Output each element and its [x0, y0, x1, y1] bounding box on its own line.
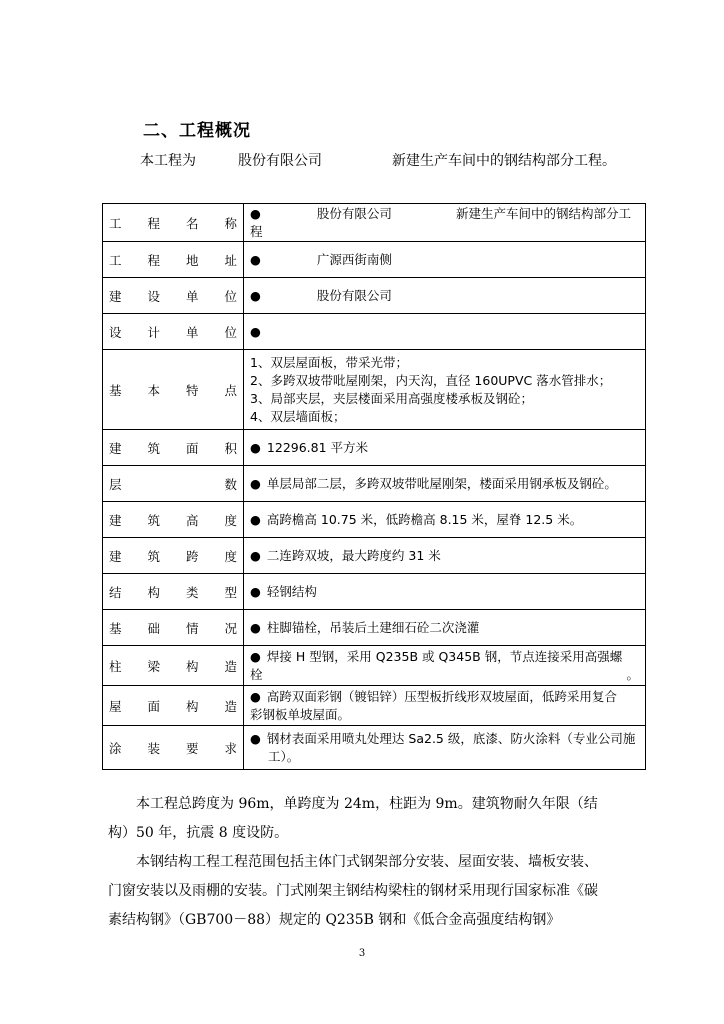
bullet-icon: ● [250, 583, 261, 599]
bullet-icon: ● [250, 475, 261, 491]
row-value [244, 350, 646, 430]
row-label: 工 程 名 称 [103, 204, 244, 242]
table-row [103, 646, 646, 686]
table-row [103, 610, 646, 646]
row-label: 基 本 特 点 [103, 350, 244, 430]
row-label: 建 筑 面 积 [103, 430, 244, 466]
row-label: 建 筑 跨 度 [103, 538, 244, 574]
row-value [244, 314, 646, 350]
table-row [103, 574, 646, 610]
list-item: 3、局部夹层，夹层楼面采用高强度楼承板及钢砼； [250, 390, 533, 406]
bullet-icon: ● [250, 439, 261, 455]
list-item: 2、多跨双坡带吡屋刚架，内天沟，直径 160UPVC 落水管排水； [250, 372, 612, 388]
project-overview-table [102, 203, 646, 770]
row-value: ● 轻钢结构 [244, 574, 646, 610]
table-row [103, 686, 646, 726]
list-item: 4、双层墙面板； [250, 408, 346, 424]
bullet-icon: ● [250, 511, 261, 527]
table-row [103, 278, 646, 314]
bullet-icon: ● [250, 205, 261, 221]
row-label: 柱 梁 构 造 [103, 646, 244, 686]
row-label: 设 计 单 位 [103, 314, 244, 350]
bullet-icon: ● [250, 251, 261, 267]
table-row [103, 502, 646, 538]
table-row [103, 538, 646, 574]
row-label: 工 程 地 址 [103, 242, 244, 278]
table-row [103, 242, 646, 278]
bullet-icon: ● [250, 547, 261, 563]
table-row [103, 204, 646, 242]
row-label: 层 数 [103, 466, 244, 502]
row-value: ● 高跨檐高 10.75 米，低跨檐高 8.15 米，屋脊 12.5 米。 [244, 502, 646, 538]
row-label: 涂 装 要 求 [103, 726, 244, 770]
body-paragraph-1: 本工程总跨度为 96m，单跨度为 24m，柱距为 9m。建筑物耐久年限（结 构）50 年，抗震 8 度设防。 [108, 796, 598, 841]
bullet-icon: ● [250, 619, 261, 635]
row-value: ● 焊接 H 型钢，采用 Q235B 或 Q345B 钢，节点连接采用高强螺 栓 。 [244, 646, 646, 686]
bullet-icon: ● [250, 287, 261, 303]
table-row [103, 466, 646, 502]
table-row [103, 726, 646, 770]
row-label: 建 筑 高 度 [103, 502, 244, 538]
row-label: 结 构 类 型 [103, 574, 244, 610]
bullet-icon: ● [250, 688, 261, 704]
row-label: 建 设 单 位 [103, 278, 244, 314]
body-paragraph-2: 本钢结构工程工程范围包括主体门式钢架部分安装、屋面安装、墙板安装、 门窗安装以及雨棚的安装。门式刚架主钢结构梁柱的钢材采用现行国家标准《碳 素结构钢》（GB700－88）规定的 Q235B 钢和《低合金高强度结构钢》 [108, 854, 598, 928]
row-label: 基 础 情 况 [103, 610, 244, 646]
page-number: 3 [358, 948, 366, 959]
table-row [103, 350, 646, 430]
intro-part-2: 股份有限公司 [238, 153, 322, 169]
bullet-icon: ● [250, 648, 261, 664]
row-value: ● 柱脚锚栓，吊装后土建细石砼二次浇灌 [244, 610, 646, 646]
row-value: ● 单层局部二层，多跨双坡带吡屋刚架，楼面采用钢承板及钢砼。 [244, 466, 646, 502]
intro-part-1: 本工程为 [140, 153, 196, 169]
row-value: ● 12296.81 平方米 [244, 430, 646, 466]
row-value: ● 股份有限公司 新建生产车间中的钢结构部分工 程 [244, 204, 646, 242]
row-value: ● 股份有限公司 [244, 278, 646, 314]
row-label: 屋 面 构 造 [103, 686, 244, 726]
row-value: ● 广源西街南侧 [244, 242, 646, 278]
row-value: ● 钢材表面采用喷丸处理达 Sa2.5 级，底漆、防火涂料（专业公司施 工）。 [244, 726, 646, 770]
row-value: ● 高跨双面彩钢（镀铝锌）压型板折线形双坡屋面，低跨采用复合 彩钢板单坡屋面。 [244, 686, 646, 726]
row-value: ● 二连跨双坡，最大跨度约 31 米 [244, 538, 646, 574]
intro-part-3: 新建生产车间中的钢结构部分工程。 [392, 153, 616, 169]
bullet-icon: ● [250, 323, 261, 339]
table-row [103, 314, 646, 350]
bullet-icon: ● [250, 730, 261, 746]
table-row [103, 430, 646, 466]
list-item: 1、双层屋面板，带采光带； [250, 354, 408, 370]
section-title: 二、工程概况 [143, 121, 251, 141]
